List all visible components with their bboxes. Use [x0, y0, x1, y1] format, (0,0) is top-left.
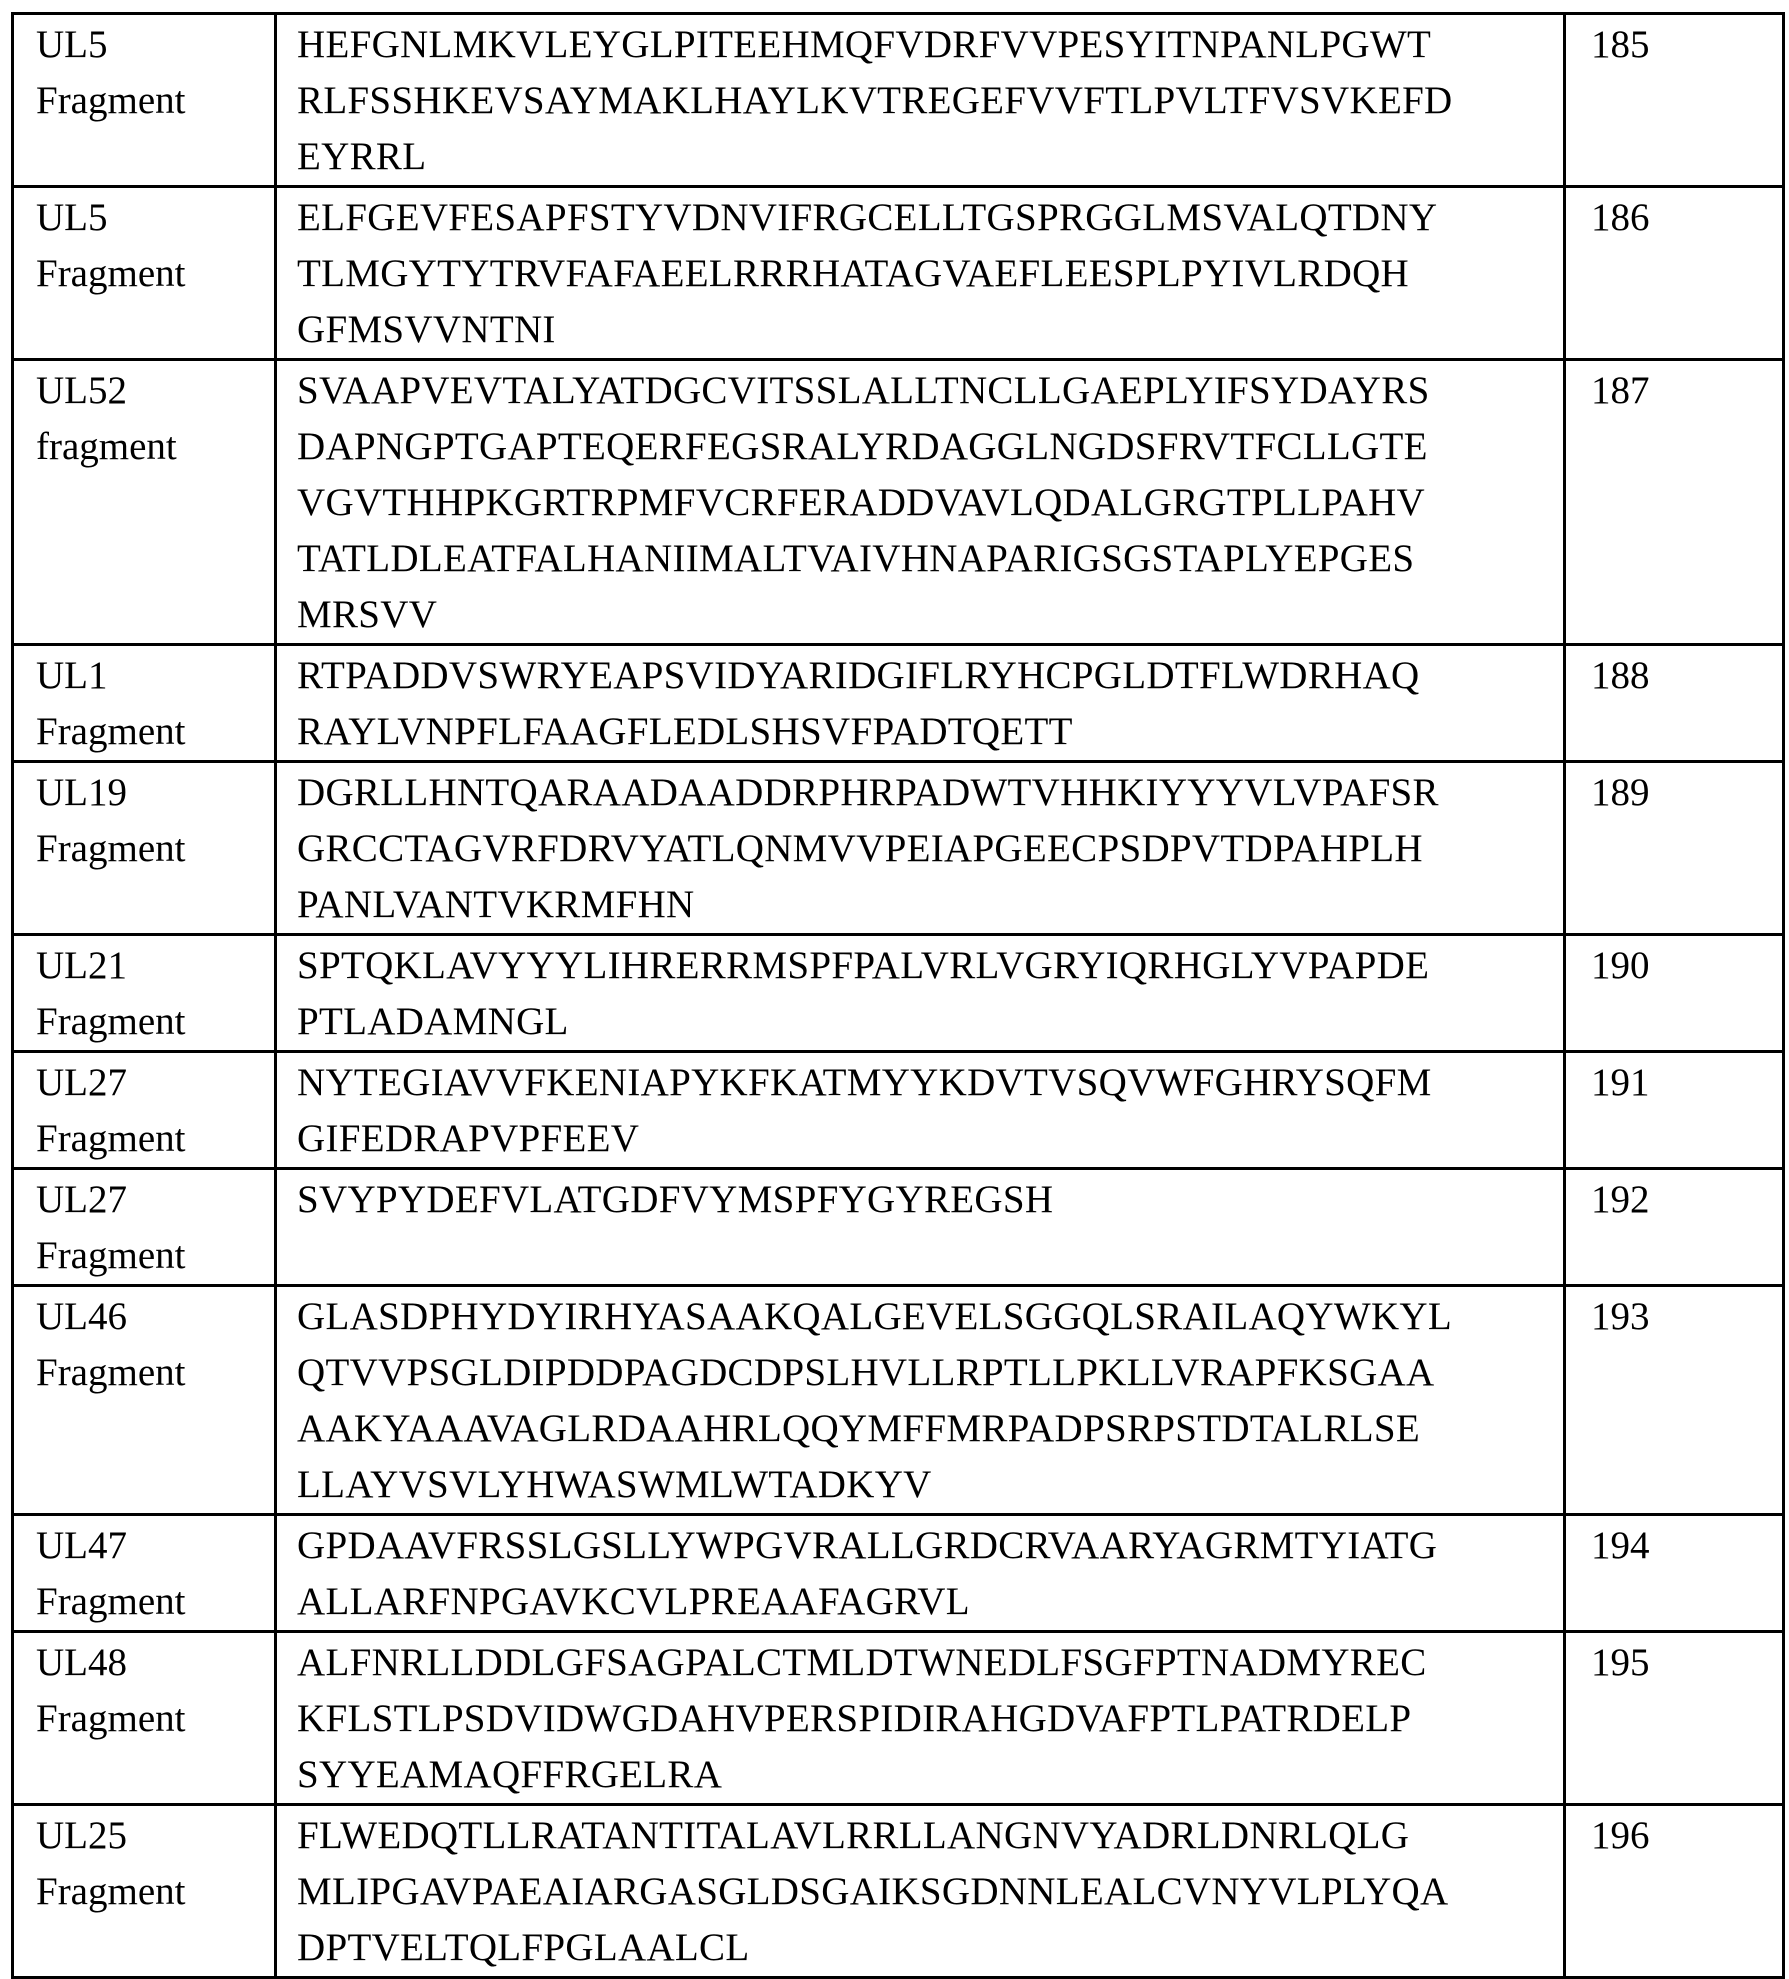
- fragment-name-cell: [13, 1286, 276, 1515]
- table-row: [13, 187, 1784, 360]
- sequence-line: MLIPGAVPAEAIARGASGLDSGAIKSGDNNLEALCVNYVLPLYQA: [297, 1870, 1449, 1913]
- sequence-line: QTVVPSGLDIPDDPAGDCDPSLHVLLRPTLLPKLLVRAPFKSGAA: [297, 1351, 1435, 1394]
- fragment-name-text: Fragment: [36, 1870, 186, 1913]
- seq-id-number: 188: [1591, 654, 1650, 697]
- table-row: [13, 1805, 1784, 1978]
- fragment-name-text: Fragment: [36, 79, 186, 122]
- sequence-line: SYYEAMAQFFRGELRA: [297, 1753, 723, 1796]
- sequence-table-body: [13, 14, 1784, 1978]
- sequence-cell: [276, 645, 1565, 762]
- seq-id-cell: [1565, 1052, 1784, 1169]
- sequence-line: TLMGYTYTRVFAFAEELRRRHATAGVAEFLEESPLPYIVLRDQH: [297, 252, 1409, 295]
- fragment-name-text: UL46: [36, 1295, 127, 1338]
- table-row: [13, 14, 1784, 187]
- fragment-name-text: UL5: [36, 196, 108, 239]
- sequence-cell: [276, 1286, 1565, 1515]
- table-row: [13, 1515, 1784, 1632]
- sequence-cell: [276, 1805, 1565, 1978]
- seq-id-cell: [1565, 1805, 1784, 1978]
- fragment-name-text: fragment: [36, 425, 177, 468]
- seq-id-number: 187: [1591, 369, 1650, 412]
- seq-id-number: 196: [1591, 1814, 1650, 1857]
- sequence-line: SVYPYDEFVLATGDFVYMSPFYGYREGSH: [297, 1178, 1054, 1221]
- fragment-name-text: Fragment: [36, 1117, 186, 1160]
- fragment-name-text: Fragment: [36, 1697, 186, 1740]
- sequence-line: GRCCTAGVRFDRVYATLQNMVVPEIAPGEECPSDPVTDPAHPLH: [297, 827, 1423, 870]
- fragment-name-cell: [13, 360, 276, 645]
- sequence-line: GIFEDRAPVPFEEV: [297, 1117, 640, 1160]
- sequence-cell: [276, 360, 1565, 645]
- sequence-line: VGVTHHPKGRTRPMFVCRFERADDVAVLQDALGRGTPLLPAHV: [297, 481, 1426, 524]
- sequence-cell: [276, 935, 1565, 1052]
- sequence-cell: [276, 1632, 1565, 1805]
- sequence-line: EYRRL: [297, 135, 427, 178]
- fragment-name-text: Fragment: [36, 252, 186, 295]
- seq-id-number: 186: [1591, 196, 1650, 239]
- table-row: [13, 645, 1784, 762]
- fragment-name-text: UL27: [36, 1178, 127, 1221]
- fragment-name-text: UL1: [36, 654, 108, 697]
- seq-id-number: 191: [1591, 1061, 1650, 1104]
- seq-id-number: 185: [1591, 23, 1650, 66]
- sequence-line: FLWEDQTLLRATANTITALAVLRRLLANGNVYADRLDNRLQLG: [297, 1814, 1410, 1857]
- sequence-line: TATLDLEATFALHANIIMALTVAIVHNAPARIGSGSTAPLYEPGES: [297, 537, 1415, 580]
- sequence-line: LLAYVSVLYHWASWMLWTADKYV: [297, 1463, 932, 1506]
- sequence-cell: [276, 14, 1565, 187]
- seq-id-cell: [1565, 645, 1784, 762]
- sequence-line: SPTQKLAVYYYLIHRERRMSPFPALVRLVGRYIQRHGLYVPAPDE: [297, 944, 1430, 987]
- fragment-name-text: Fragment: [36, 1580, 186, 1623]
- table-row: [13, 1632, 1784, 1805]
- sequence-cell: [276, 1515, 1565, 1632]
- fragment-name-cell: [13, 1805, 276, 1978]
- sequence-line: PANLVANTVKRMFHN: [297, 883, 695, 926]
- fragment-name-text: UL52: [36, 369, 127, 412]
- fragment-name-cell: [13, 1632, 276, 1805]
- seq-id-number: 193: [1591, 1295, 1650, 1338]
- fragment-name-cell: [13, 762, 276, 935]
- sequence-line: RAYLVNPFLFAAGFLEDLSHSVFPADTQETT: [297, 710, 1073, 753]
- seq-id-number: 194: [1591, 1524, 1650, 1567]
- seq-id-cell: [1565, 1632, 1784, 1805]
- fragment-name-cell: [13, 1169, 276, 1286]
- sequence-line: DPTVELTQLFPGLAALCL: [297, 1926, 750, 1969]
- fragment-name-text: UL27: [36, 1061, 127, 1104]
- seq-id-cell: [1565, 762, 1784, 935]
- sequence-cell: [276, 1169, 1565, 1286]
- fragment-name-text: UL5: [36, 23, 108, 66]
- seq-id-cell: [1565, 14, 1784, 187]
- sequence-line: ALLARFNPGAVKCVLPREAAFAGRVL: [297, 1580, 970, 1623]
- sequence-line: GFMSVVNTNI: [297, 308, 556, 351]
- sequence-line: DAPNGPTGAPTEQERFEGSRALYRDAGGLNGDSFRVTFCLLGTE: [297, 425, 1428, 468]
- sequence-line: DGRLLHNTQARAADAADDRPHRPADWTVHHKIYYYVLVPAFSR: [297, 771, 1439, 814]
- seq-id-cell: [1565, 187, 1784, 360]
- sequence-line: MRSVV: [297, 593, 438, 636]
- sequence-line: RTPADDVSWRYEAPSVIDYARIDGIFLRYHCPGLDTFLWDRHAQ: [297, 654, 1420, 697]
- sequence-table: [11, 12, 1785, 1979]
- fragment-name-text: UL21: [36, 944, 127, 987]
- seq-id-number: 195: [1591, 1641, 1650, 1684]
- seq-id-cell: [1565, 360, 1784, 645]
- seq-id-number: 192: [1591, 1178, 1650, 1221]
- fragment-name-cell: [13, 14, 276, 187]
- fragment-name-text: UL47: [36, 1524, 127, 1567]
- fragment-name-cell: [13, 1515, 276, 1632]
- table-row: [13, 1169, 1784, 1286]
- sequence-line: RLFSSHKEVSAYMAKLHAYLKVTREGEFVVFTLPVLTFVSVKEFD: [297, 79, 1453, 122]
- seq-id-cell: [1565, 1286, 1784, 1515]
- sequence-line: ELFGEVFESAPFSTYVDNVIFRGCELLTGSPRGGLMSVALQTDNY: [297, 196, 1438, 239]
- fragment-name-cell: [13, 645, 276, 762]
- seq-id-number: 190: [1591, 944, 1650, 987]
- sequence-cell: [276, 1052, 1565, 1169]
- sequence-line: AAKYAAAVAGLRDAAHRLQQYMFFMRPADPSRPSTDTALRLSE: [297, 1407, 1420, 1450]
- fragment-name-text: Fragment: [36, 1000, 186, 1043]
- sequence-line: HEFGNLMKVLEYGLPITEEHMQFVDRFVVPESYITNPANLPGWT: [297, 23, 1432, 66]
- fragment-name-text: Fragment: [36, 1351, 186, 1394]
- sequence-line: GPDAAVFRSSLGSLLYWPGVRALLGRDCRVAARYAGRMTYIATG: [297, 1524, 1438, 1567]
- sequence-line: PTLADAMNGL: [297, 1000, 569, 1043]
- sequence-cell: [276, 762, 1565, 935]
- fragment-name-text: Fragment: [36, 827, 186, 870]
- seq-id-number: 189: [1591, 771, 1650, 814]
- table-row: [13, 1052, 1784, 1169]
- sequence-line: NYTEGIAVVFKENIAPYKFKATMYYKDVTVSQVWFGHRYSQFM: [297, 1061, 1432, 1104]
- fragment-name-text: UL25: [36, 1814, 127, 1857]
- fragment-name-cell: [13, 1052, 276, 1169]
- table-row: [13, 1286, 1784, 1515]
- seq-id-cell: [1565, 1515, 1784, 1632]
- sequence-cell: [276, 187, 1565, 360]
- sequence-line: ALFNRLLDDLGFSAGPALCTMLDTWNEDLFSGFPTNADMYREC: [297, 1641, 1427, 1684]
- table-row: [13, 935, 1784, 1052]
- sequence-line: KFLSTLPSDVIDWGDAHVPERSPIDIRAHGDVAFPTLPATRDELP: [297, 1697, 1412, 1740]
- fragment-name-text: UL48: [36, 1641, 127, 1684]
- seq-id-cell: [1565, 935, 1784, 1052]
- table-row: [13, 360, 1784, 645]
- fragment-name-text: Fragment: [36, 710, 186, 753]
- fragment-name-cell: [13, 187, 276, 360]
- table-row: [13, 762, 1784, 935]
- sequence-line: GLASDPHYDYIRHYASAAKQALGEVELSGGQLSRAILAQYWKYL: [297, 1295, 1452, 1338]
- seq-id-cell: [1565, 1169, 1784, 1286]
- fragment-name-cell: [13, 935, 276, 1052]
- fragment-name-text: Fragment: [36, 1234, 186, 1277]
- fragment-name-text: UL19: [36, 771, 127, 814]
- sequence-line: SVAAPVEVTALYATDGCVITSSLALLTNCLLGAEPLYIFSYDAYRS: [297, 369, 1430, 412]
